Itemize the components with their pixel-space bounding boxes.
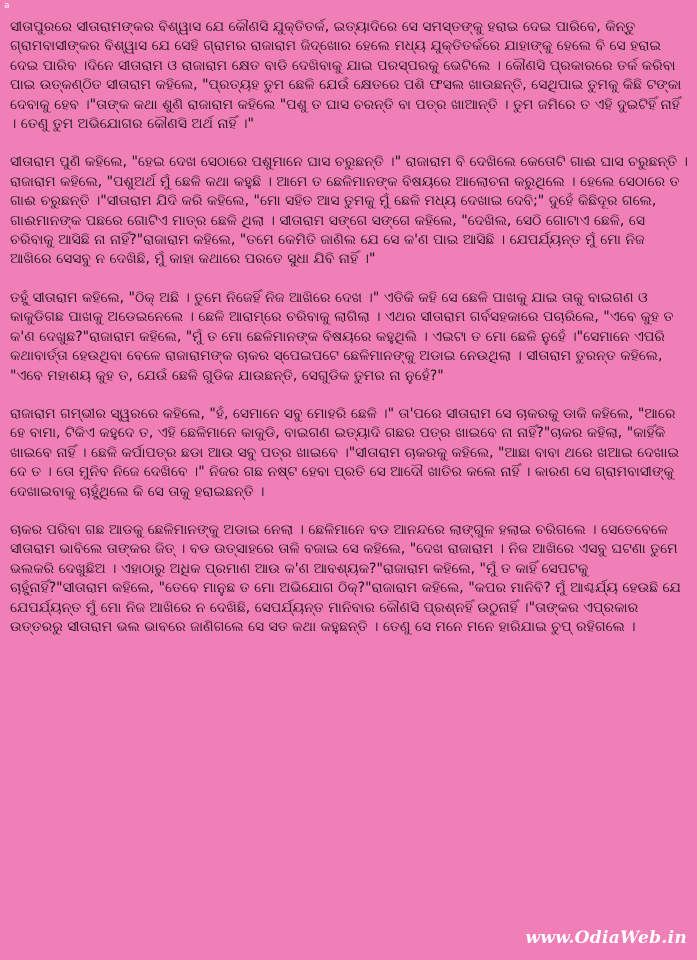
paragraph-3: ତହୁଁ ସୀତାରାମ କହିଲେ, "ଠିକ୍ ଅଛି । ତୁମେ ନିଜେହିଁ ନିଜ ଆଖିରେ ଦେଖ ।" ଏତିକି କହି ସେ ଛେଳି ପାଖକୁ ଯାଇ ତାକୁ ବାଇଗଣ ଓ କାକୁଡିଗଛ ପାଖକୁ ଅଡେଇନେଲେ । ଛେଳି ଆରାମ୍ରେ ଚରିବାକୁ ଲାଗିଲା । ଏଥର ସୀତାରାମ ଗର୍ବସହକାରେ ପଚାରିଲେ, "ଏବେ କୁହ ତ କ'ଣ ଦେଖୁଛ?"ରାଜାରାମ କହିଲେ, "ମୁଁ ତ ମୋ ଛେଳିମାନଙ୍କ ବିଷୟରେ କହୁଥିଲି । ଏଇଟା ତ ମୋ ଛେଳି ନୁହେଁ ।"ସେମାନେ ଏପରି କଥାବାର୍ତ୍ତା ହେଉଥିବା ବେଳେ ରାଜାରାମଙ୍କ ଚାକର ସ୍ପେଇପଟେ ଛେଳିମାନଙ୍କୁ ଅଡାଇ ନେଉଥିଲା । ସୀତାରାମ ତୁରନ୍ତ କହିଲେ, "ଏବେ ମହାଶୟ କୁହ ତ, ଯେଉଁ ଛେଳି ଗୁଡିକ ଯାଉଛନ୍ତି, ସେଗୁଡିକ ତୁମର ନା ନୁହେଁ?" [10,289,674,384]
paragraph-1: ସୀତାପୁରରେ ସୀତାରାମଙ୍କର ବିଶ୍ୱାସ ଯେ କୌଣସି ଯୁକ୍ତିତର୍କ, ଇତ୍ୟାଦିରେ ସେ ସମସ୍ତଙ୍କୁ ହରାଇ ଦେଇ ପାରିବେ, କିନ୍ତୁ ଗ୍ରାମବାସୀଙ୍କର ବିଶ୍ୱାସ ଯେ ସେହି ଗ୍ରାମର ରାଜାରାମ ଜିଦ୍ଖୋର ହେଲେ ମଧ୍ୟ ଯୁକ୍ତିତର୍କରେ ଯାହାଙ୍କୁ ହେଲେ ବି ସେ ହରାଇ ଦେଇ ପାରିବ ।ଦିନେ ସୀତାରାମ ଓ ରାଜାରାମ କ୍ଷେତ ବାଡି ଦେଖିବାକୁ ଯାଇ ପରସ୍ପରକୁ ଭେଟିଲେ । କୌଣସି ପ୍ରକାରରେ ତର୍କ କରିବା ପାଇ ଉତ୍କଣ୍ଠିତ ସୀତାରାମ କହିଲେ, "ପ୍ରତ୍ୟହ ତୁମ ଛେଳି ଯେଉଁ କ୍ଷେତରେ ପଶି ଫସଲ ଖାଉଛନ୍ତି, ସେଥିପାଇ ତୁମକୁ କିଛି ଟଙ୍କା ଦେବାକୁ ହେବ ।"ତାଙ୍କ କଥା ଶୁଣି ରାଜାରାମ କହିଲେ "ପଶୁ ତ ଘାସ ଚରନ୍ତି ବା ପତ୍ର ଖାଆନ୍ତି । ତୁମ ଜମିରେ ତ ଏହି ଦୁଇଟିହିଁ ନାହିଁ । ତେଣୁ ତୁମ ଅଭିଯୋଗର କୌଣସି ଅର୍ଥ ନାହିଁ ।" [10,19,682,133]
paragraph-2: ସୀତାରାମ ପୁଣି କହିଲେ, "ହେଇ ଦେଖ ସେଠାରେ ପଶୁମାନେ ଘାସ ଚରୁଛନ୍ତି ।" ରାଜାରାମ ବି ଦେଖିଲେ କେତୋଟି ଗାଈ ଘାସ ଚରୁଛନ୍ତି ।ରାଜାରାମ କହିଲେ, "ପଶୁଅର୍ଥ ମୁଁ ଛେଳି କଥା କହୁଛି । ଆମେ ତ ଛେଳିମାନଙ୍କ ବିଷୟରେ ଆଲୋଚନା କରୁଥିଲେ । ହେଲେ ସେଠାରେ ତ ଗାଈ ଚରୁଛନ୍ତି ।"ସୀତାରାମ ଯିଦି କରି କହିଲେ, "ମୋ ସହିତ ଆସ ତୁମକୁ ମୁଁ ଛେଳି ମଧ୍ୟ ଦେଖାଇ ଦେବି;" ଦୁହେଁ କିଛିଦୂର ଗଲେ, ଗାଈମାନଙ୍କ ପଛରେ ଗୋଟିଏ ମାତ୍ର ଛେଳି ଥିଲା । ସୀତାରାମ ସଙ୍ଗେ ସଙ୍ଗେ କହିଲେ, "ଦେଖିଲ, ସେଠି ଗୋଟାଏ ଛେଳି, ସେ ଚରିବାକୁ ଆସିଛି ନା ନାହିଁ?"ରାଜାରାମ କହିଲେ, "ତମେ କେମିତି ଜାଣିଲ ଯେ ସେ କ'ଣ ପାଇ ଆସିଛି । ଯେପର୍ଯ୍ୟନ୍ତ ମୁଁ ମୋ ନିଜ ଆଖିରେ ସେସବୁ ନ ଦେଖିଛି, ମୁଁ କାହା କଥାରେ ପରତେ ସୁଧା ଯିବି ନାହିଁ ।" [10,154,688,268]
story-body [10,18,690,656]
paragraph-5: ଚାକର ପରିବା ଗଛ ଆଡକୁ ଛେଳିମାନଙ୍କୁ ଅଡାଇ ନେଲା । ଛେଳିମାନେ ବଡ ଆନନ୍ଦରେ ଲାଙ୍ଗୁଳ ହଲାଇ ଚରିଗଲେ । ସେତେବେଳେ ସୀତାରାମ ଭାବିଲେ ତାଙ୍କର ଜିତ୍ । ବଡ ଉତ୍ସାହରେ ତାଳି ବଜାଇ ସେ କହିଲେ, "ଦେଖ ରାଜାରାମ । ନିଜ ଆଖିରେ ଏସବୁ ଘଟଣା ତୁମେ ଭଲକରି ଦେଖୁଛିଅ । ଏହାଠାରୁ ଅଧିକ ପ୍ରମାଣ ଆଉ କ'ଣ ଆବଶ୍ୟକ?"ରାଜାରାମ କହିଲେ, "ମୁଁ ତ କାହିଁ ସେପଟକୁ ଚାହୁଁନାହିଁ?"ସୀତାରାମ କହିଲେ, "ତେବେ ମାନୁଛ ତ ମୋ ଅଭିଯୋଗ ଠିକ୍?"ରାଜାରାମ କହିଲେ, "କପର ମାନିବି? ମୁଁ ଆଶ୍ଚର୍ଯ୍ୟ ହେଉଛି ଯେ ଯେପର୍ଯ୍ୟନ୍ତ ମୁଁ ମୋ ନିଜ ଆଖିରେ ନ ଦେଖିଛି, ସେପର୍ଯ୍ୟନ୍ତ ମାନିବାର କୌଣସି ପ୍ରଶ୍ନହିଁ ଉଠୁନାହିଁ ।"ତାଙ୍କର ଏପ୍ରକାର ଉତ୍ତରରୁ ସୀତାରାମ ଭଲ ଭାବରେ ଜାଣିଗଲେ ସେ ସତ କଥା କହୁଛନ୍ତି । ତେଣୁ ସେ ମନେ ମନେ ହାରିଯାଇ ଚୁପ୍ ରହିଗଲେ । [10,521,681,635]
corner-mark: a [4,1,10,11]
site-watermark: www.OdiaWeb.in [525,928,687,948]
paragraph-4: ରାଜାରାମ ଗମ୍ଭୀର ସ୍ୱରରେ କହିଲେ, "ହଁ, ସେମାନେ ସବୁ ମୋହରି ଛେଳି ।" ତା'ପରେ ସୀତାରାମ ସେ ଚାକରକୁ ଡାକି କହିଲେ, "ଆରେ ହେ ବାମା, ଟିକିଏ କହୁଦେ ତ, ଏହି ଛେଳିମାନେ କାକୁଡି, ବାଇଗଣ ଇତ୍ୟାଦି ଗଛର ପତ୍ର ଖାଇବେ ନା ନାହିଁ?"ଚାକର କହିଲା, "କାହିଁକି ଖାଇବେ ନାହିଁ । ଛେଳି କର୍ପାପତ୍ର ଛଡା ଆଉ ସବୁ ପତ୍ର ଖାଇବେ ।"ସୀତାରାମ ଚାକରକୁ କହିଲେ, "ଆଛା ବାବା ଥରେ ଖଆଇ ଦେଖାଇ ଦେ ତ । ତୋ ମୁନିବ ନିଜେ ଦେଖିବେ ।" ନିଜର ଗଛ ନଷ୍ଟ ହେବା ପ୍ରତି ସେ ଆଦୌ ଖାତିର କଲେ ନାହିଁ । କାରଣ ସେ ଗ୍ରାମବାସୀଙ୍କୁ ଦେଖାଇବାକୁ ଚାହୁଁଥିଲେ କି ସେ ତାକୁ ହରାଇଛନ୍ତି । [10,405,680,500]
